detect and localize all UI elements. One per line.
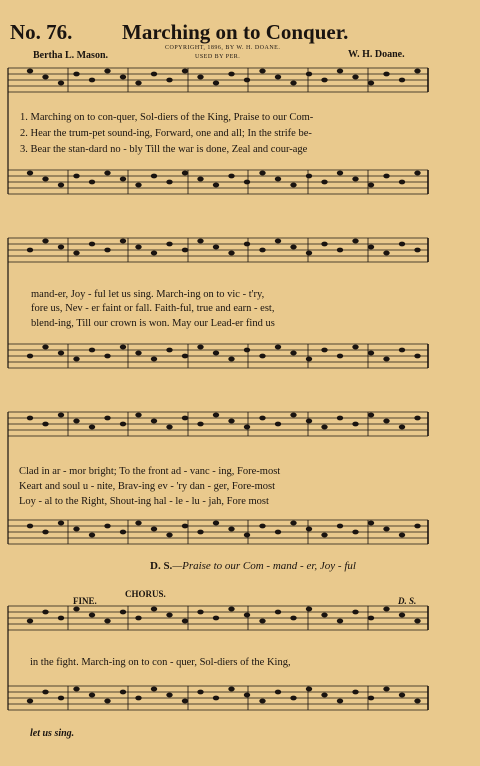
note-head — [306, 687, 312, 692]
note-head — [244, 242, 250, 247]
note-head — [337, 171, 343, 176]
note-head — [275, 422, 281, 427]
note-head — [259, 699, 265, 704]
note-head — [352, 75, 358, 80]
note-head — [290, 413, 296, 418]
note-head — [151, 419, 157, 424]
note-head — [306, 419, 312, 424]
note-head — [244, 613, 250, 618]
note-head — [73, 72, 79, 77]
note-head — [399, 78, 405, 83]
note-head — [42, 530, 48, 535]
note-head — [352, 177, 358, 182]
note-head — [383, 72, 389, 77]
note-head — [383, 607, 389, 612]
note-head — [151, 527, 157, 532]
note-head — [290, 521, 296, 526]
note-head — [399, 693, 405, 698]
note-head — [244, 693, 250, 698]
note-head — [213, 245, 219, 250]
note-head — [27, 416, 33, 421]
note-head — [104, 619, 110, 624]
note-head — [120, 239, 126, 244]
note-head — [135, 413, 141, 418]
note-head — [182, 354, 188, 359]
note-head — [135, 183, 141, 188]
note-head — [42, 690, 48, 695]
note-head — [42, 75, 48, 80]
note-head — [228, 72, 234, 77]
note-head — [290, 245, 296, 250]
note-head — [383, 357, 389, 362]
note-head — [321, 693, 327, 698]
note-head — [259, 416, 265, 421]
note-head — [58, 616, 64, 621]
note-head — [337, 69, 343, 74]
note-head — [135, 351, 141, 356]
note-head — [228, 174, 234, 179]
note-head — [337, 619, 343, 624]
note-head — [352, 239, 358, 244]
note-head — [73, 419, 79, 424]
note-head — [104, 416, 110, 421]
note-head — [120, 422, 126, 427]
note-head — [275, 177, 281, 182]
verse2-line2: fore us, Nev - er faint or fall. Faith-ful, true and earn - est, — [31, 303, 275, 314]
note-head — [244, 348, 250, 353]
note-head — [135, 521, 141, 526]
note-head — [166, 180, 172, 185]
note-head — [306, 357, 312, 362]
note-head — [259, 171, 265, 176]
note-head — [383, 174, 389, 179]
note-head — [414, 699, 420, 704]
note-head — [166, 242, 172, 247]
note-head — [306, 251, 312, 256]
note-head — [120, 530, 126, 535]
note-head — [135, 81, 141, 86]
note-head — [337, 699, 343, 704]
note-head — [58, 351, 64, 356]
note-head — [228, 607, 234, 612]
note-head — [182, 416, 188, 421]
note-head — [27, 354, 33, 359]
note-head — [58, 521, 64, 526]
note-head — [383, 251, 389, 256]
note-head — [27, 699, 33, 704]
note-head — [197, 422, 203, 427]
note-head — [321, 425, 327, 430]
note-head — [383, 687, 389, 692]
note-head — [414, 619, 420, 624]
chorus-heading: CHORUS. — [125, 589, 166, 599]
verse2-line3: Keart and soul u - nite, Brav-ing ev - 'ry dan - ger, Fore-most — [19, 481, 276, 492]
note-head — [89, 613, 95, 618]
note-head — [104, 69, 110, 74]
note-head — [399, 348, 405, 353]
note-head — [352, 690, 358, 695]
note-head — [135, 696, 141, 701]
note-head — [104, 248, 110, 253]
note-head — [166, 693, 172, 698]
note-head — [368, 696, 374, 701]
note-head — [275, 345, 281, 350]
note-head — [182, 524, 188, 529]
note-head — [368, 183, 374, 188]
note-head — [166, 348, 172, 353]
note-head — [104, 524, 110, 529]
note-head — [352, 610, 358, 615]
note-head — [213, 413, 219, 418]
note-head — [244, 180, 250, 185]
note-head — [337, 524, 343, 529]
note-head — [259, 354, 265, 359]
note-head — [259, 248, 265, 253]
note-head — [58, 696, 64, 701]
note-head — [27, 248, 33, 253]
note-head — [120, 690, 126, 695]
note-head — [259, 524, 265, 529]
note-head — [399, 425, 405, 430]
note-head — [58, 81, 64, 86]
note-head — [73, 527, 79, 532]
note-head — [197, 690, 203, 695]
ds-marker: D. S. — [398, 596, 417, 606]
note-head — [120, 345, 126, 350]
note-head — [27, 524, 33, 529]
note-head — [321, 78, 327, 83]
note-head — [414, 248, 420, 253]
note-head — [213, 616, 219, 621]
note-head — [352, 422, 358, 427]
note-head — [368, 351, 374, 356]
note-head — [166, 533, 172, 538]
note-head — [321, 533, 327, 538]
note-head — [104, 171, 110, 176]
note-head — [42, 345, 48, 350]
note-head — [275, 610, 281, 615]
note-head — [275, 239, 281, 244]
note-head — [275, 530, 281, 535]
note-head — [104, 699, 110, 704]
note-head — [73, 174, 79, 179]
note-head — [337, 248, 343, 253]
note-head — [89, 348, 95, 353]
note-head — [259, 69, 265, 74]
note-head — [399, 613, 405, 618]
note-head — [414, 354, 420, 359]
note-head — [352, 345, 358, 350]
note-head — [213, 351, 219, 356]
note-head — [89, 693, 95, 698]
note-head — [352, 530, 358, 535]
hymn-number: No. 76. — [10, 20, 73, 44]
note-head — [306, 527, 312, 532]
verse3-line1: 3. Bear the stan-dard no - bly Till the war is done, Zeal and cour-age — [20, 144, 308, 155]
note-head — [414, 524, 420, 529]
note-head — [197, 610, 203, 615]
note-head — [244, 425, 250, 430]
note-head — [306, 607, 312, 612]
note-head — [321, 180, 327, 185]
note-head — [182, 699, 188, 704]
note-head — [197, 75, 203, 80]
note-head — [213, 183, 219, 188]
note-head — [135, 245, 141, 250]
note-head — [42, 610, 48, 615]
used-by-notice: USED BY PER. — [195, 54, 241, 60]
note-head — [228, 357, 234, 362]
note-head — [58, 413, 64, 418]
note-head — [151, 357, 157, 362]
note-head — [275, 75, 281, 80]
note-head — [213, 521, 219, 526]
note-head — [89, 533, 95, 538]
note-head — [228, 251, 234, 256]
note-head — [213, 696, 219, 701]
note-head — [42, 239, 48, 244]
note-head — [290, 616, 296, 621]
note-head — [399, 242, 405, 247]
note-head — [399, 533, 405, 538]
author-credit: Bertha L. Mason. — [33, 50, 108, 61]
note-head — [27, 171, 33, 176]
note-head — [290, 351, 296, 356]
note-head — [290, 696, 296, 701]
note-head — [120, 75, 126, 80]
note-head — [368, 81, 374, 86]
note-head — [42, 177, 48, 182]
note-head — [213, 81, 219, 86]
note-head — [399, 180, 405, 185]
chorus-ending: let us sing. — [30, 728, 75, 739]
note-head — [120, 177, 126, 182]
note-head — [104, 354, 110, 359]
note-head — [306, 72, 312, 77]
note-head — [151, 72, 157, 77]
note-head — [228, 687, 234, 692]
note-head — [58, 183, 64, 188]
note-head — [89, 242, 95, 247]
note-head — [368, 521, 374, 526]
note-head — [166, 78, 172, 83]
note-head — [151, 687, 157, 692]
note-head — [27, 619, 33, 624]
note-head — [368, 413, 374, 418]
note-head — [290, 81, 296, 86]
note-head — [135, 616, 141, 621]
note-head — [197, 177, 203, 182]
note-head — [228, 419, 234, 424]
hymn-title: Marching on to Conquer. — [122, 20, 349, 44]
note-head — [120, 610, 126, 615]
note-head — [58, 245, 64, 250]
note-head — [197, 530, 203, 535]
note-head — [42, 422, 48, 427]
note-head — [306, 174, 312, 179]
note-head — [290, 183, 296, 188]
chorus-lyric: in the fight. March-ing on to con - quer, Sol-diers of the King, — [30, 657, 291, 668]
note-head — [228, 527, 234, 532]
note-head — [321, 613, 327, 618]
note-head — [244, 533, 250, 538]
note-head — [166, 425, 172, 430]
verse1-line2: mand-er, Joy - ful let us sing. March-ing on to vic - t'ry, — [31, 289, 265, 300]
note-head — [182, 171, 188, 176]
note-head — [89, 78, 95, 83]
note-head — [151, 251, 157, 256]
verse3-line3: Loy - al to the Right, Shout-ing hal - le - lu - jah, Fore most — [19, 496, 269, 507]
note-head — [383, 527, 389, 532]
note-head — [89, 425, 95, 430]
note-head — [414, 69, 420, 74]
note-head — [275, 690, 281, 695]
copyright-notice: COPYRIGHT, 1896, BY W. H. DOANE. — [165, 45, 281, 51]
ds-text: —Praise to our Com - mand - er, Joy - ful — [172, 560, 356, 572]
note-head — [259, 619, 265, 624]
note-head — [151, 607, 157, 612]
note-head — [337, 354, 343, 359]
note-head — [73, 607, 79, 612]
note-head — [414, 171, 420, 176]
note-head — [197, 239, 203, 244]
note-head — [89, 180, 95, 185]
verse1-line1: 1. Marching on to con-quer, Sol-diers of the King, Praise to our Com- — [20, 112, 314, 123]
note-head — [27, 69, 33, 74]
note-head — [151, 174, 157, 179]
note-head — [182, 69, 188, 74]
verse3-line2: blend-ing, Till our crown is won. May our Lead-er find us — [31, 318, 275, 329]
ds-instruction — [150, 560, 356, 572]
note-head — [368, 245, 374, 250]
note-head — [166, 613, 172, 618]
note-head — [197, 345, 203, 350]
note-head — [182, 248, 188, 253]
note-head — [383, 419, 389, 424]
note-head — [244, 78, 250, 83]
note-head — [321, 348, 327, 353]
note-head — [182, 619, 188, 624]
note-head — [414, 416, 420, 421]
verse2-line1: 2. Hear the trum-pet sound-ing, Forward, one and all; In the strife be- — [20, 128, 312, 139]
verse1-line3: Clad in ar - mor bright; To the front ad - vanc - ing, Fore-most — [19, 466, 281, 477]
note-head — [337, 416, 343, 421]
composer-credit: W. H. Doane. — [348, 49, 405, 60]
ds-label: D. S. — [150, 560, 173, 572]
note-head — [73, 687, 79, 692]
fine-marker: FINE. — [73, 596, 97, 606]
note-head — [368, 616, 374, 621]
note-head — [321, 242, 327, 247]
note-head — [73, 357, 79, 362]
note-head — [73, 251, 79, 256]
